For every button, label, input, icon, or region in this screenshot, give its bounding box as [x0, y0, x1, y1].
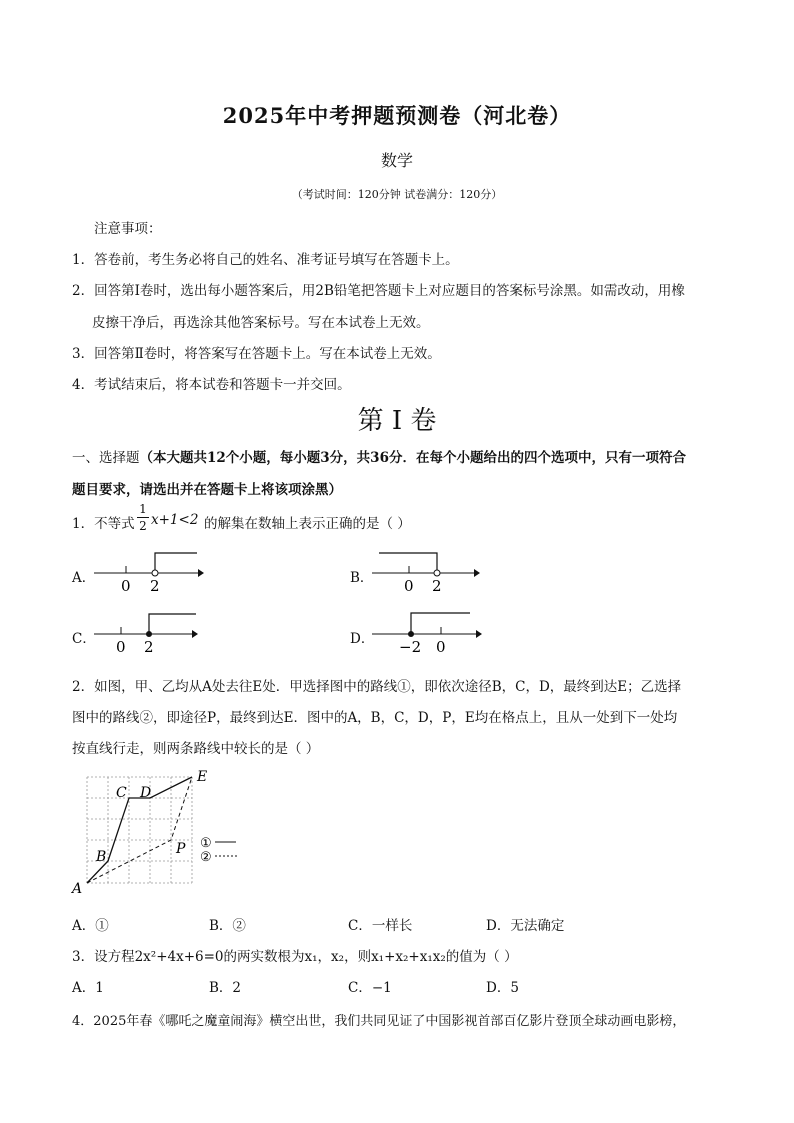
point-label-p: P: [176, 841, 186, 857]
q2-option-d: D．无法确定: [486, 918, 565, 934]
q1-option-c-label: C．: [72, 631, 96, 647]
q1-option-b-label: B．: [350, 570, 374, 586]
section-intro-line-2: 题目要求，请选出并在答题卡上将该项涂黑）: [72, 482, 342, 498]
point-label-e: E: [197, 769, 208, 785]
legend-route-1-label: ①: [200, 836, 212, 851]
q3-option-d: D．5: [486, 980, 519, 996]
q4-text: 4．2025年春《哪吒之魔童闹海》横空出世，我们共同见证了中国影视首部百亿影片登顶全球动画电影榜，: [72, 1014, 686, 1029]
subject-title: 数学: [380, 151, 413, 170]
tick-label-1: 0: [404, 577, 414, 595]
q1-fraction-denominator: 2: [139, 519, 147, 533]
q3-option-c: C．−1: [348, 980, 392, 996]
section-heading: 第 I 卷: [357, 406, 437, 436]
q3-text: 3．设方程2x²+4x+6=0的两实数根为x₁，x₂，则x₁+x₂+x₁x₂的值为（ ）: [72, 949, 518, 965]
tick-label-2: 2: [432, 577, 442, 595]
point-label-c: C: [116, 785, 127, 801]
tick-label-2: 2: [144, 638, 154, 656]
q2-line-3: 按直线行走，则两条路线中较长的是（ ）: [72, 741, 320, 757]
tick-label-1: −2: [399, 638, 422, 656]
q3-option-b: B．2: [209, 980, 242, 996]
q1-prefix: 1．不等式: [72, 516, 135, 532]
point-label-d: D: [140, 785, 152, 801]
q1-expression: x+1<2: [151, 512, 199, 528]
point-label-b: B: [96, 849, 107, 865]
q1-fraction-numerator: 1: [139, 502, 147, 516]
section-intro-label: 一、选择题: [72, 450, 140, 466]
tick-label-1: 0: [121, 577, 131, 595]
section-intro-text: （本大题共12个小题，每小题3分，共36分．在每个小题给出的四个选项中，只有一项符合: [139, 450, 686, 466]
notice-item-2-cont: 皮擦干净后，再选涂其他答案标号。写在本试卷上无效。: [92, 315, 430, 331]
q2-option-a: A．①: [72, 918, 109, 934]
q2-option-c: C．一样长: [348, 918, 413, 934]
notice-item-4: 4．考试结束后，将本试卷和答题卡一并交回。: [72, 377, 351, 393]
q2-line-2: 图中的路线②，即途径P，最终到达E．图中的A，B，C，D，P，E均在格点上，且从一处到下一处均: [72, 710, 678, 726]
notice-item-2: 2．回答第Ⅰ卷时，选出每小题答案后，用2B铅笔把答题卡上对应题目的答案标号涂黑。如需改动，用橡: [72, 283, 685, 299]
q1-suffix: 的解集在数轴上表示正确的是（ ）: [204, 516, 411, 532]
q3-option-a: A．1: [72, 980, 104, 996]
tick-label-2: 2: [150, 577, 160, 595]
notice-heading: 注意事项：: [94, 221, 162, 237]
q1-option-a-label: A．: [72, 570, 96, 586]
legend-route-2-label: ②: [200, 850, 212, 865]
q2-line-1: 2．如图，甲、乙均从A处去往E处．甲选择图中的路线①，即依次途径B，C，D，最终到达E；乙选择: [72, 679, 682, 695]
notice-item-3: 3．回答第Ⅱ卷时，将答案写在答题卡上。写在本试卷上无效。: [72, 346, 441, 362]
point-label-a: A: [72, 881, 83, 897]
page-title: 2025年中考押题预测卷（河北卷）: [222, 103, 572, 128]
exam-time-note: （考试时间：120分钟 试卷满分：120分）: [291, 188, 503, 201]
tick-label-1: 0: [116, 638, 126, 656]
tick-label-2: 0: [436, 638, 446, 656]
notice-item-1: 1．答卷前，考生务必将自己的姓名、准考证号填写在答题卡上。: [72, 252, 459, 268]
q2-option-b: B．②: [209, 918, 246, 934]
q1-option-d-label: D．: [350, 631, 375, 647]
